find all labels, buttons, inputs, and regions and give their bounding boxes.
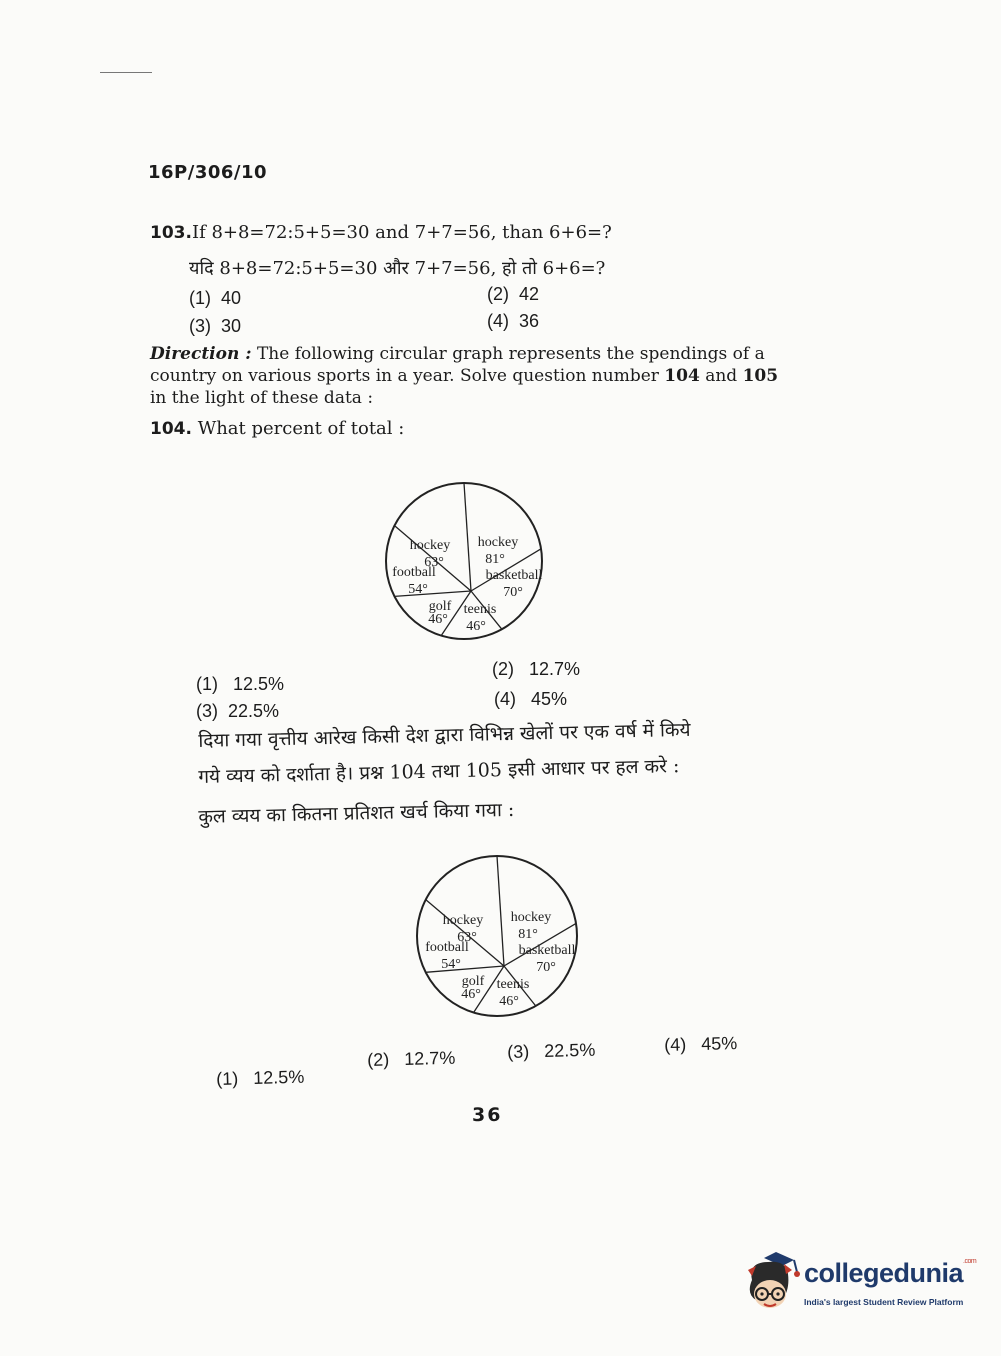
- pie-chart-hindi: [410, 845, 585, 1030]
- pie-slice-hockey-81: [464, 483, 471, 591]
- option-number: (1): [216, 1068, 239, 1089]
- pie-chart-svg: [380, 470, 550, 655]
- q104-option-1: [196, 674, 284, 695]
- pie-label-golf: golf: [461, 974, 485, 989]
- pie-label-hockey: hockey: [477, 535, 519, 550]
- q103-option-3: [189, 316, 241, 337]
- option-number: (1): [189, 288, 211, 308]
- option-number: (2): [492, 659, 514, 679]
- pie-label-hockey: hockey: [442, 913, 484, 928]
- direction-text-1: The following circular graph represents the spendings of a: [256, 344, 765, 364]
- option-number: (4): [494, 689, 516, 709]
- option-value: 12.5%: [233, 674, 285, 694]
- pie-label-golf: golf: [428, 599, 452, 614]
- pie-slice-football-54: [426, 966, 504, 972]
- logo-tagline: India's largest Student Review Platform: [804, 1297, 964, 1307]
- collegedunia-logo: [742, 1250, 977, 1328]
- q104-number: 104.: [150, 419, 192, 439]
- option-number: (2): [487, 284, 509, 304]
- pie-slice-hockey-81: [497, 856, 504, 966]
- q103-number: 103.: [150, 223, 192, 243]
- option-value: 42: [519, 284, 540, 304]
- pie-label-hockey: hockey: [409, 538, 451, 553]
- option-number: (3): [189, 316, 211, 336]
- direction-q-104: 104: [664, 366, 700, 386]
- direction-text-2a: country on various sports in a year. Solve question number: [150, 366, 665, 386]
- pie-value-basketball: 70°: [503, 585, 523, 600]
- hindi-direction-line-1: दिया गया वृत्तीय आरेख किसी देश द्वारा विभिन्न खेलों पर एक वर्ष में किये: [198, 718, 691, 752]
- q104-hi-option-4: [664, 1033, 738, 1056]
- direction-line-1: [150, 343, 765, 365]
- option-value: 40: [221, 288, 242, 308]
- page-number: 36: [472, 1104, 503, 1126]
- q104-question: [150, 418, 404, 439]
- pie-slice-football-54: [395, 591, 471, 596]
- pie-value-football: 54°: [408, 582, 428, 597]
- option-value: 22.5%: [544, 1039, 596, 1062]
- direction-q-105: 105: [742, 366, 779, 386]
- pie-value-golf: 46°: [428, 612, 448, 627]
- pie-label-teenis: teenis: [463, 602, 497, 617]
- pie-chart-english: [380, 470, 550, 655]
- q103-text-en: If 8+8=72:5+5=30 and 7+7=56, than 6+6=?: [191, 222, 612, 243]
- option-number: (4): [664, 1034, 687, 1055]
- option-value: 30: [221, 316, 242, 336]
- pie-outline: [417, 856, 577, 1016]
- pie-chart-svg: [410, 845, 585, 1030]
- logo-name: [804, 1258, 976, 1289]
- option-value: 45%: [701, 1033, 738, 1055]
- pie-value-hockey: 63°: [424, 555, 444, 570]
- q103-option-2: [487, 284, 539, 305]
- pie-label-teenis: teenis: [496, 977, 530, 992]
- pie-value-golf: 46°: [461, 987, 481, 1002]
- option-value: 12.5%: [253, 1066, 305, 1089]
- paper-code: 16P/306/10: [148, 162, 268, 183]
- option-value: 12.7%: [404, 1047, 456, 1070]
- top-rule: [100, 72, 152, 73]
- option-number: (3): [196, 701, 218, 721]
- q104-text-en: What percent of total :: [197, 418, 405, 439]
- q104-option-2: [492, 659, 580, 680]
- pie-value-teenis: 46°: [466, 619, 486, 634]
- option-number: (1): [196, 674, 218, 694]
- logo-name-text: collegedunia: [804, 1258, 964, 1288]
- logo-suffix: .com: [963, 1258, 977, 1265]
- option-value: 45%: [531, 689, 568, 709]
- pie-label-basketball: basketball: [518, 943, 576, 958]
- q104-hi-option-1: [216, 1067, 305, 1090]
- mascot-icon: [742, 1250, 802, 1320]
- pie-value-hockey: 63°: [457, 930, 477, 945]
- pie-value-hockey: 81°: [518, 927, 538, 942]
- option-number: (2): [367, 1049, 390, 1070]
- q103-option-4: [487, 311, 539, 332]
- option-value: 12.7%: [529, 659, 581, 679]
- pie-label-football: football: [392, 565, 436, 580]
- q104-option-3: [196, 701, 279, 722]
- q104-hi-option-3: [507, 1040, 596, 1063]
- pie-label-hockey: hockey: [510, 910, 552, 925]
- hindi-direction-line-2: गये व्यय को दर्शाता है। प्रश्न 104 तथा 105 इसी आधार पर हल करे :: [198, 755, 680, 788]
- pie-value-teenis: 46°: [499, 994, 519, 1009]
- pie-value-basketball: 70°: [536, 960, 556, 975]
- option-number: (3): [507, 1041, 530, 1062]
- pie-label-basketball: basketball: [485, 568, 543, 583]
- option-number: (4): [487, 311, 509, 331]
- hindi-direction-line-3: कुल व्यय का कितना प्रतिशत खर्च किया गया :: [198, 798, 515, 828]
- pie-value-hockey: 81°: [485, 552, 505, 567]
- direction-label: Direction :: [150, 344, 252, 364]
- q103-question: [150, 222, 612, 243]
- direction-text-2c: and: [699, 366, 743, 386]
- q103-text-hi: यदि 8+8=72:5+5=30 और 7+7=56, हो तो 6+6=?: [189, 258, 606, 279]
- q103-option-1: [189, 288, 241, 309]
- option-value: 22.5%: [228, 701, 280, 721]
- option-value: 36: [519, 311, 540, 331]
- q104-option-4: [494, 689, 567, 710]
- pie-label-football: football: [425, 940, 469, 955]
- direction-line-2: [150, 365, 778, 387]
- pie-value-football: 54°: [441, 957, 461, 972]
- direction-line-3: in the light of these data :: [150, 388, 374, 408]
- q104-hi-option-2: [367, 1048, 456, 1071]
